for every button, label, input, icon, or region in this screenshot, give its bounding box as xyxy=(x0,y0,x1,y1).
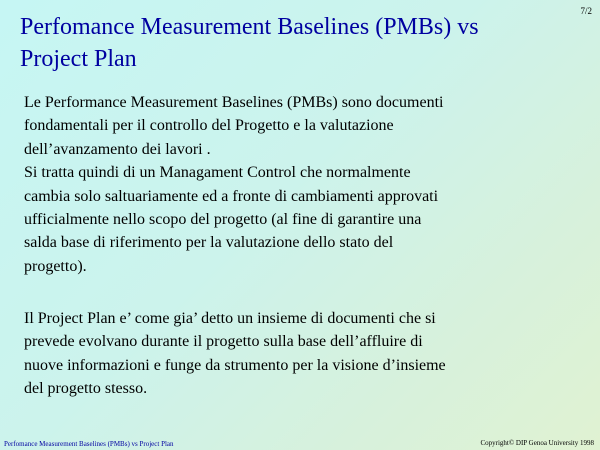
paragraph-line: cambia solo saltuariamente ed a fronte di cambiamenti approvati xyxy=(24,187,439,205)
slide-title-line: Project Plan xyxy=(20,46,137,72)
slide-title xyxy=(20,11,565,75)
paragraph-line: progetto). xyxy=(24,257,87,275)
paragraph-line: dell’avanzamento dei lavori . xyxy=(24,140,211,158)
paragraph-line: Le Performance Measurement Baselines (PMBs) sono documenti xyxy=(24,94,444,111)
paragraph-line: prevede evolvano durante il progetto sulla base dell’affluire di xyxy=(24,333,423,351)
footer-title: Perfomance Measurement Baselines (PMBs) vs Project Plan xyxy=(4,440,174,448)
paragraph-pmb xyxy=(24,91,584,278)
paragraph-line: Il Project Plan e’ come gia’ detto un insieme di documenti che si xyxy=(24,310,436,327)
footer-copyright: Copyright© DIP Genoa University 1998 xyxy=(480,439,594,447)
paragraph-line: fondamentali per il controllo del Progetto e la valutazione xyxy=(24,117,394,135)
paragraph-project-plan xyxy=(24,307,584,401)
paragraph-line: salda base di riferimento per la valutazione dello stato del xyxy=(24,234,394,252)
paragraph-line: del progetto stesso. xyxy=(24,380,148,398)
paragraph-line: Si tratta quindi di un Managament Control che normalmente xyxy=(24,164,411,182)
paragraph-line: nuove informazioni e funge da strumento per la visione d’insieme xyxy=(24,356,446,374)
paragraph-line: ufficialmente nello scopo del progetto (al fine di garantire una xyxy=(24,211,422,229)
slide-number: 7/2 xyxy=(580,6,592,16)
slide-title-line: Perfomance Measurement Baselines (PMBs) vs xyxy=(20,14,479,40)
